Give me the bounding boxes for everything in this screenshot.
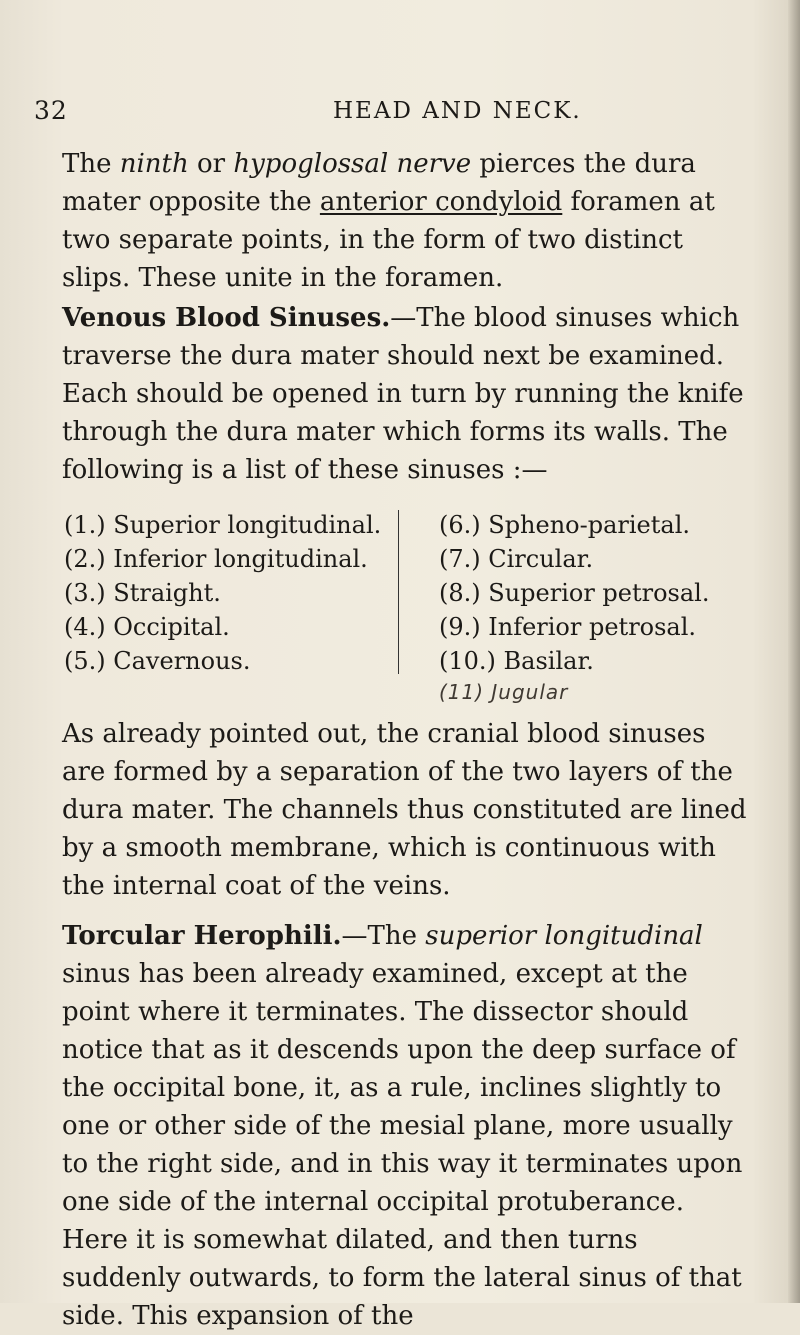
list-item: (4.) Occipital. bbox=[64, 613, 230, 642]
section-heading-venous-blood-sinuses: Venous Blood Sinuses. bbox=[62, 303, 391, 333]
italic-term-hypoglossal-nerve: hypoglossal nerve bbox=[233, 149, 472, 179]
underlined-term-anterior-condyloid: anterior condyloid bbox=[319, 186, 563, 217]
list-item: (9.) Inferior petrosal. bbox=[439, 613, 697, 642]
list-item: (2.) Inferior longitudinal. bbox=[64, 545, 368, 574]
sinus-list-left-column bbox=[64, 508, 382, 678]
paragraph-venous-sinuses bbox=[62, 300, 752, 490]
text-run: pierces the dura mater opposite the bbox=[62, 149, 696, 217]
text-run: or bbox=[188, 149, 234, 179]
list-item: (5.) Cavernous. bbox=[64, 647, 251, 676]
list-item: (1.) Superior longitudinal. bbox=[64, 511, 382, 539]
italic-term-superior-longitudinal: superior longitudinal bbox=[425, 921, 703, 951]
list-item: (10.) Basilar. bbox=[439, 647, 594, 676]
section-body: —The blood sinuses which traverse the dura mater should next be examined. Each should be opened in turn by running the knife through the dura mater which forms its walls. The following is a list of these sinuses :— bbox=[62, 303, 744, 485]
page-number: 32 bbox=[34, 96, 68, 125]
paragraph-torcular-herophili bbox=[62, 918, 752, 1335]
section-body: sinus has been already examined, except at the point where it terminates. The dissector should notice that as it descends upon the deep surface of the occipital bone, it, as a rule, inclines slightly to one or other side of the mesial plane, more usually to the right side, and in this way it terminates upon one side of the internal occipital protuberance. Here it is somewhat dilated, and then turns suddenly outwards, to form the lateral sinus of that side. This expansion of the bbox=[62, 958, 743, 1331]
text-run: The bbox=[62, 149, 120, 179]
page-edge-shadow bbox=[788, 0, 800, 1303]
list-item: (3.) Straight. bbox=[64, 579, 221, 608]
sinus-list-right-column bbox=[439, 508, 759, 707]
text-run: —The bbox=[341, 921, 426, 951]
paragraph-hypoglossal bbox=[62, 146, 752, 298]
list-item: (7.) Circular. bbox=[439, 545, 594, 574]
paragraph-cranial-sinuses: As already pointed out, the cranial blood sinuses are formed by a separation of the two layers of the dura mater. The channels thus constituted are lined by a smooth membrane, which is continuous with the internal coat of the veins. bbox=[62, 719, 747, 901]
section-heading-torcular-herophili: Torcular Herophili. bbox=[62, 921, 342, 951]
running-title: HEAD AND NECK. bbox=[333, 98, 582, 124]
text-run: foramen at two separate points, in the form of two distinct slips. These unite in the foramen. bbox=[62, 186, 715, 293]
list-item: (6.) Spheno-parietal. bbox=[439, 511, 691, 539]
handwritten-annotation: (11) Jugular bbox=[439, 680, 569, 705]
list-item: (8.) Superior petrosal. bbox=[439, 579, 710, 608]
column-divider bbox=[398, 510, 399, 674]
italic-term-ninth: ninth bbox=[119, 149, 189, 179]
